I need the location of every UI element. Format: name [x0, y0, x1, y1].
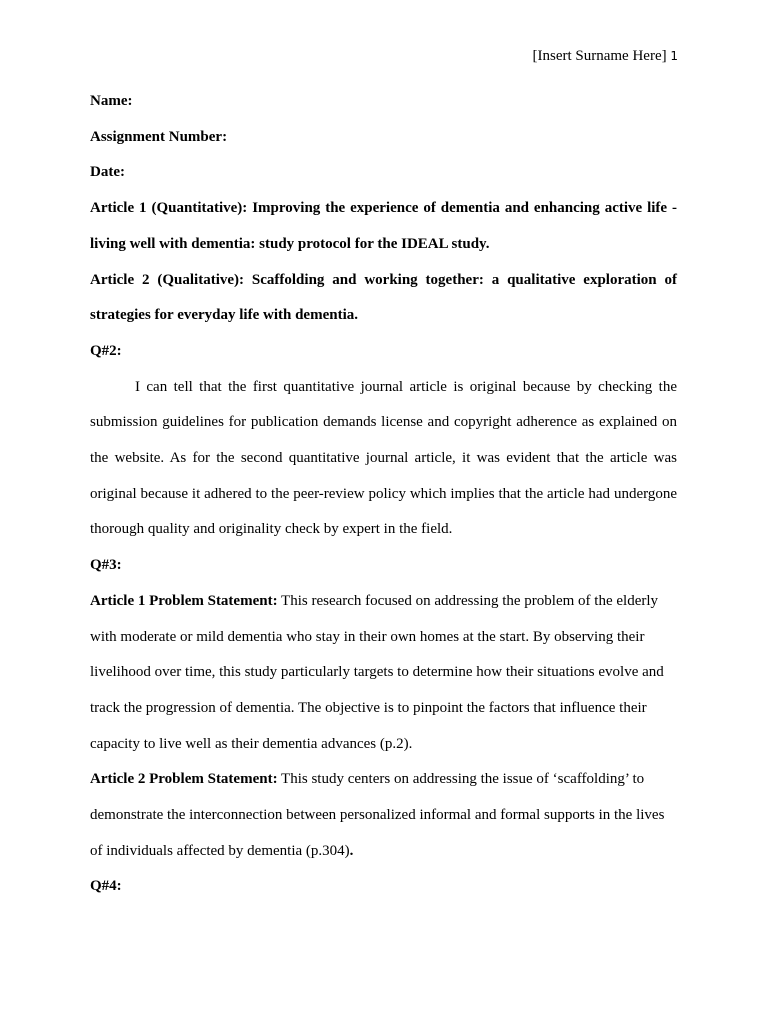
running-head: [Insert Surname Here] — [532, 48, 667, 64]
date-field-label: Date: — [90, 164, 125, 181]
q3-heading: Q#3: — [90, 557, 122, 574]
assignment-number-label: Assignment Number: — [90, 128, 228, 145]
article1-problem-text: This research focused on addressing the problem of the elderly with moderate or mild dementia who stay in their own homes at the start. By observing their livelihood over time, this study particularly targets to determine how their situations evolve and track the progression of dementia. The objective is to pinpoint the factors that influence their capacity to live well as their dementia advances (p.2). — [90, 592, 664, 752]
article2-title: Article 2 (Qualitative): Scaffolding and working together: a qualitative exploration of strategies for everyday life with dementia. — [90, 271, 677, 324]
article1-problem-statement — [90, 584, 677, 763]
document-body — [90, 84, 677, 905]
q2-answer: I can tell that the first quantitative journal article is original because by checking the submission guidelines for publication demands license and copyright adherence as explained on the website. As for the second quantitative journal article, it was evident that the article was original because it adhered to the peer-review policy which implies that the article had undergone thorough quality and originality check by expert in the field. — [90, 378, 677, 538]
article2-problem-statement — [90, 762, 677, 869]
page-header — [533, 46, 679, 66]
name-field-label: Name: — [90, 93, 133, 109]
q2-heading: Q#2: — [90, 342, 122, 359]
article1-problem-label: Article 1 Problem Statement: — [90, 592, 278, 609]
q4-heading: Q#4: — [90, 878, 122, 895]
article2-problem-label: Article 2 Problem Statement: — [90, 771, 278, 788]
article2-problem-text: This study centers on addressing the issue of ‘scaffolding’ to demonstrate the interconnection between personalized informal and formal supports in the lives of individuals affected by dementia (p.304) — [90, 771, 665, 859]
page-number: 1 — [670, 49, 678, 63]
article1-title: Article 1 (Quantitative): Improving the experience of dementia and enhancing active life - living well with dementia: study protocol for the IDEAL study. — [90, 200, 677, 252]
article2-problem-end: . — [349, 842, 354, 859]
